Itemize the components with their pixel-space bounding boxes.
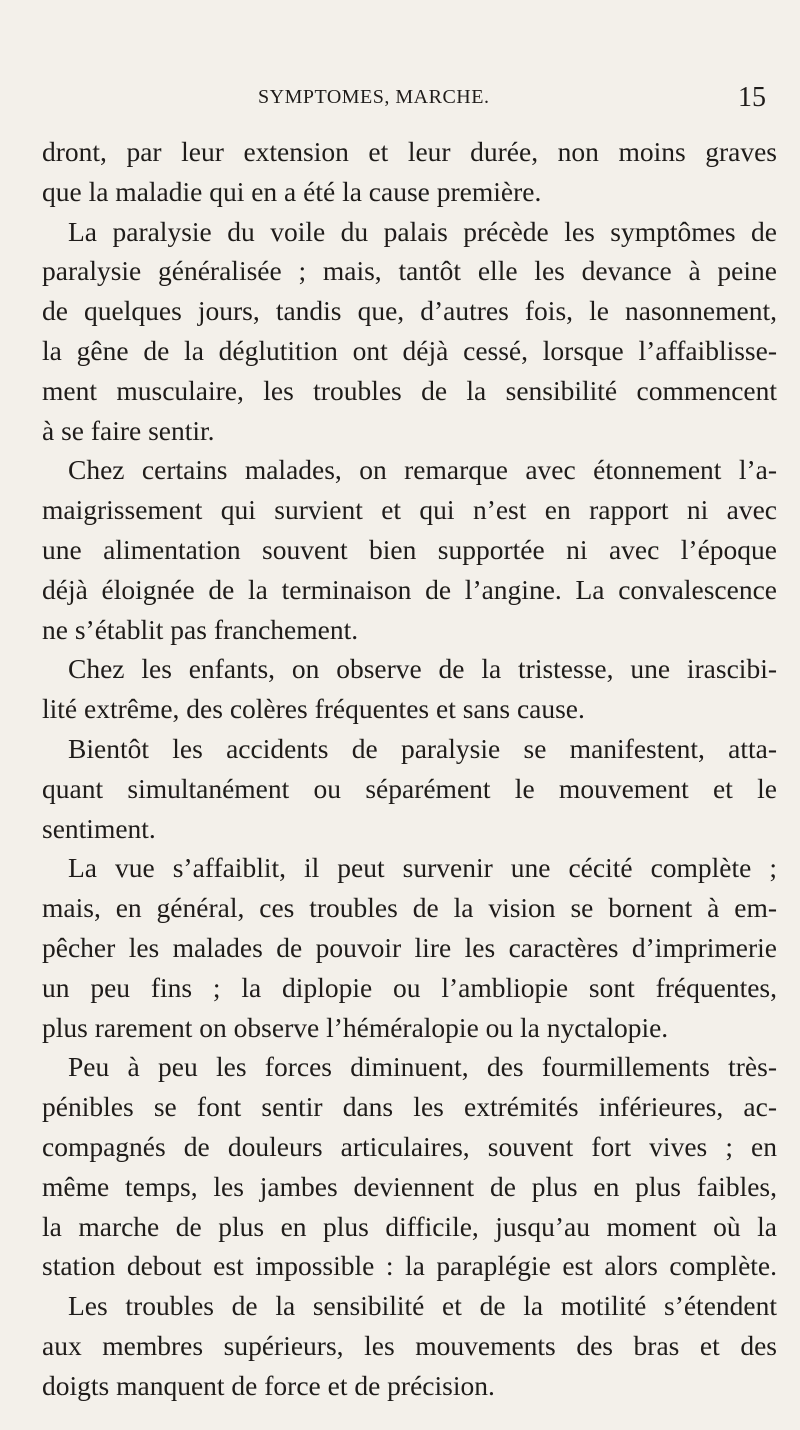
text-line: lité extrême, des colères fréquentes et sans cause. bbox=[42, 693, 585, 725]
text-line: ne s’établit pas franchement. bbox=[42, 613, 359, 645]
text-line: déjà éloignée de la terminaison de l’angine. La convalescence bbox=[42, 573, 777, 605]
text-line: Peu à peu les forces diminuent, des fourmillements très- bbox=[68, 1051, 777, 1083]
text-line: La vue s’affaiblit, il peut survenir une cécité complète ; bbox=[68, 852, 777, 884]
text-line: de quelques jours, tandis que, d’autres fois, le nasonnement, bbox=[42, 295, 777, 327]
text-line: un peu fins ; la diplopie ou l’ambliopie sont fréquentes, bbox=[42, 971, 777, 1003]
text-line: paralysie généralisée ; mais, tantôt elle les devance à peine bbox=[42, 255, 777, 287]
text-line: ment musculaire, les troubles de la sensibilité commencent bbox=[42, 374, 777, 406]
text-line: Chez les enfants, on observe de la tristesse, une irascibi- bbox=[68, 653, 777, 685]
text-line: maigrissement qui survient et qui n’est en rapport ni avec bbox=[42, 494, 777, 526]
text-line: doigts manquent de force et de précision. bbox=[42, 1369, 495, 1401]
text-line: mais, en général, ces troubles de la vision se bornent à em- bbox=[42, 892, 777, 924]
text-line: à se faire sentir. bbox=[42, 414, 215, 446]
text-line: station debout est impossible : la paraplégie est alors complète. bbox=[42, 1250, 777, 1282]
text-line: aux membres supérieurs, les mouvements des bras et des bbox=[42, 1329, 777, 1361]
text-line: même temps, les jambes deviennent de plus en plus faibles, bbox=[42, 1170, 777, 1202]
body-text bbox=[42, 132, 777, 1406]
text-line: la gêne de la déglutition ont déjà cessé, lorsque l’affaiblisse- bbox=[42, 334, 777, 366]
text-line: quant simultanément ou séparément le mouvement et le bbox=[42, 772, 777, 804]
text-line: la marche de plus en plus difficile, jusqu’au moment où la bbox=[42, 1210, 777, 1242]
running-head: SYMPTOMES, MARCHE. bbox=[258, 86, 490, 108]
text-line: plus rarement on observe l’héméralopie ou la nyctalopie. bbox=[42, 1011, 669, 1043]
text-line: que la maladie qui en a été la cause première. bbox=[42, 175, 542, 207]
text-line: compagnés de douleurs articulaires, souvent fort vives ; en bbox=[42, 1130, 777, 1162]
text-line: une alimentation souvent bien supportée ni avec l’époque bbox=[42, 533, 777, 565]
text-line: pêcher les malades de pouvoir lire les caractères d’imprimerie bbox=[42, 931, 777, 963]
text-line: sentiment. bbox=[42, 812, 156, 844]
page-number: 15 bbox=[738, 82, 766, 113]
text-line: Chez certains malades, on remarque avec étonnement l’a- bbox=[68, 454, 777, 486]
text-line: pénibles se font sentir dans les extrémités inférieures, ac- bbox=[42, 1091, 777, 1123]
text-line: Les troubles de la sensibilité et de la motilité s’étendent bbox=[68, 1290, 777, 1322]
text-line: La paralysie du voile du palais précède les symptômes de bbox=[68, 215, 777, 247]
text-line: Bientôt les accidents de paralysie se manifestent, atta- bbox=[68, 732, 777, 764]
page-header bbox=[258, 82, 766, 114]
text-line: dront, par leur extension et leur durée, non moins graves bbox=[42, 136, 777, 167]
